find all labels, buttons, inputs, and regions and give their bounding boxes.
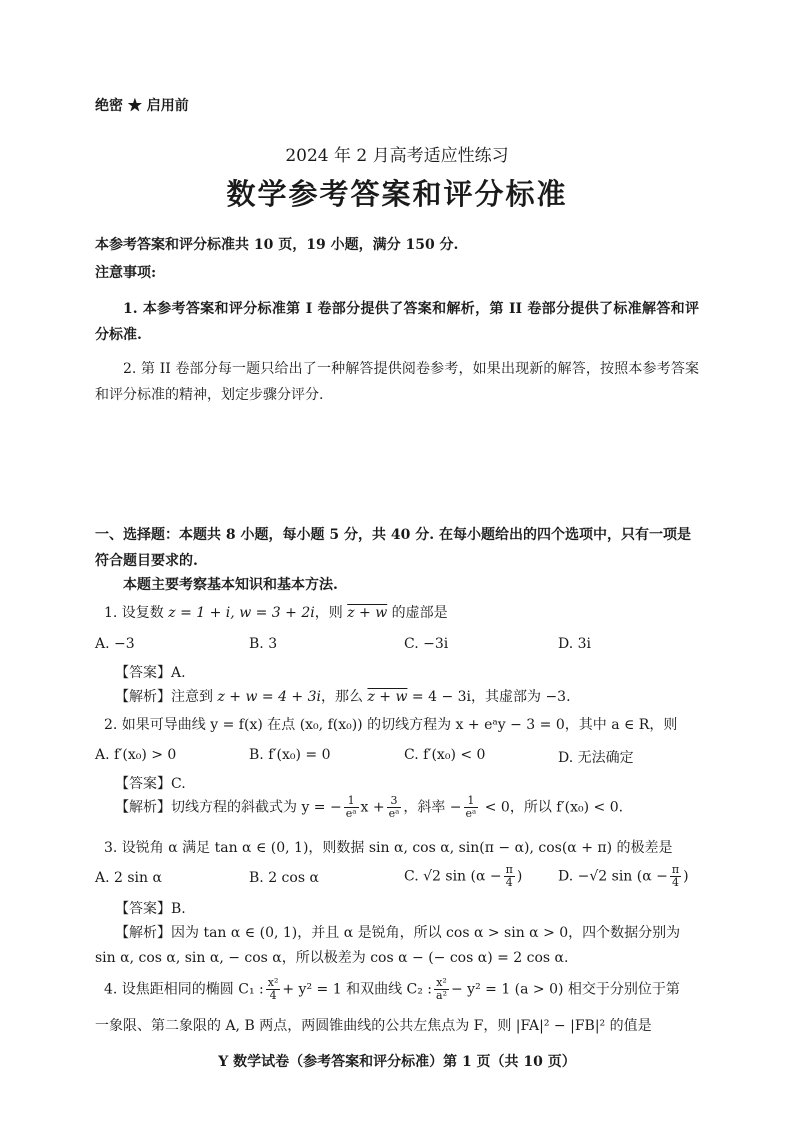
question-4-stem-line1: 4. 设焦距相同的椭圆 C₁ : $\frac{\text{x²}}{4}$ + y² = 1 和双曲线 C₂ : $\frac{\text{x²}}{\text{a²}}$ − y² = 1 (a > 0) 相交于分别位于第: [104, 976, 680, 1002]
note-2: 2. 第 II 卷部分每一题只给出了一种解答提供阅卷参考，如果出现新的解答，按照本参考答案和评分标准的精神，划定步骤分评分.: [95, 361, 699, 403]
q1-option-a: A. −3: [95, 636, 135, 652]
section-intro: 本题主要考察基本知识和基本方法.: [123, 577, 338, 593]
q3-option-b: B. 2 cos α: [249, 870, 319, 886]
exam-subtitle: 2024 年 2 月高考适应性练习: [285, 146, 509, 166]
q1-analysis: 【解析】注意到 z + w = 4 + 3i，那么 z + w = 4 − 3i，其虚部为 −3.: [115, 689, 571, 705]
q2-answer: 【答案】C.: [115, 776, 186, 792]
q3-analysis-line2: sin α, cos α, sin α, − cos α，所以极差为 cos α − (− cos α) = 2 cos α.: [95, 950, 569, 966]
q2-analysis: 【解析】切线方程的斜截式为 y = − $\frac{1}{\text{eᵃ}}$ x + $\frac{3}{\text{eᵃ}}$ ，斜率 − $\frac{1}{\text{eᵃ}}$ < 0，所以 f′(x₀) < 0.: [115, 794, 624, 820]
q2-option-a: A. f′(x₀) > 0: [95, 747, 177, 763]
q3-option-c: C. √2 sin (α − $\frac{\pi}{4}$ ): [404, 863, 523, 889]
q1-option-d: D. 3i: [558, 636, 592, 652]
page-title: 数学参考答案和评分标准: [226, 177, 568, 211]
q2-option-d: D. 无法确定: [558, 750, 634, 766]
summary: 本参考答案和评分标准共 10 页，19 小题，满分 150 分.: [95, 237, 459, 253]
q1-option-b: B. 3: [249, 636, 278, 652]
q3-analysis-line1: 【解析】因为 tan α ∈ (0, 1)，并且 α 是锐角，所以 cos α > sin α > 0，四个数据分别为: [115, 925, 681, 941]
q2-option-c: C. f′(x₀) < 0: [404, 747, 486, 763]
q3-option-d: D. −√2 sin (α − $\frac{\pi}{4}$ ): [558, 863, 689, 889]
note-1: 1. 本参考答案和评分标准第 I 卷部分提供了答案和解析，第 II 卷部分提供了标准解答和评分标准.: [95, 301, 699, 343]
section-heading: 一、选择题：本题共 8 小题，每小题 5 分，共 40 分. 在每小题给出的四个选项中，只有一项是符合题目要求的.: [95, 527, 691, 569]
notice-heading: 注意事项:: [95, 265, 157, 281]
q3-answer: 【答案】B.: [115, 901, 186, 917]
page-footer: Y 数学试卷（参考答案和评分标准）第 1 页（共 10 页）: [218, 1054, 576, 1070]
question-3-stem: 3. 设锐角 α 满足 tan α ∈ (0, 1)，则数据 sin α, cos α, sin(π − α), cos(α + π) 的极差是: [104, 840, 673, 856]
q1-option-c: C. −3i: [404, 636, 449, 652]
question-2-stem: 2. 如果可导曲线 y = f(x) 在点 (x₀, f(x₀)) 的切线方程为 x + eᵃy − 3 = 0，其中 a ∈ R，则: [104, 717, 678, 733]
question-4-stem-line2: 一象限、第二象限的 A, B 两点，两圆锥曲线的公共左焦点为 F，则 |FA|² − |FB|² 的值是: [95, 1018, 652, 1034]
secret-label: 绝密 ★ 启用前: [95, 98, 189, 114]
q1-answer: 【答案】A.: [115, 665, 186, 681]
q2-option-b: B. f′(x₀) = 0: [249, 747, 331, 763]
q3-option-a: A. 2 sin α: [95, 870, 162, 886]
question-1-stem: 1. 设复数 z = 1 + i, w = 3 + 2i，则 z + w 的虚部是: [104, 605, 448, 621]
